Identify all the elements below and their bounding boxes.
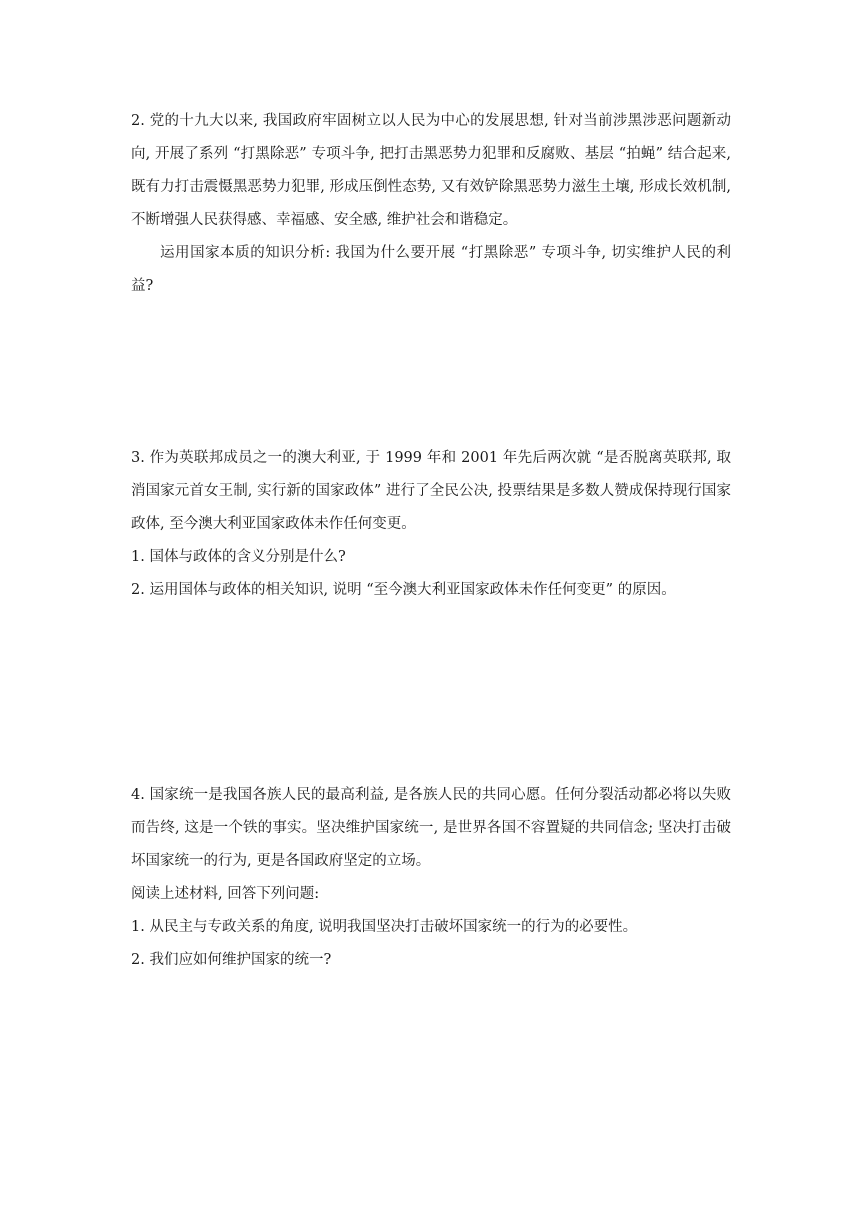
question-4-subquestion-2: 2. 我们应如何维护国家的统一? [131, 952, 332, 968]
question-4 [131, 779, 731, 977]
question-3 [131, 442, 731, 607]
question-2-material: 2. 党的十九大以来, 我国政府牢固树立以人民为中心的发展思想, 针对当前涉黑涉恶问题新动向, 开展了系列 “打黑除恶” 专项斗争, 把打击黑恶势力犯罪和反腐败、基层 “拍蝇” 结合起来, 既有力打击震慑黑恶势力犯罪, 形成压倒性态势, 又有效铲除黑恶势力滋生土壤, 形成长效机制, 不断增强人民获得感、幸福感、安全感, 维护社会和谐稳定。 [131, 113, 731, 228]
question-3-material: 3. 作为英联邦成员之一的澳大利亚, 于 1999 年和 2001 年先后两次就 “是否脱离英联邦, 取消国家元首女王制, 实行新的国家政体” 进行了全民公决, 投票结果是多数人赞成保持现行国家政体, 至今澳大利亚国家政体未作任何变更。 [131, 450, 731, 532]
question-4-subquestion-1: 1. 从民主与专政关系的角度, 说明我国坚决打击破坏国家统一的行为的必要性。 [131, 919, 638, 935]
question-4-instruction: 阅读上述材料, 回答下列问题: [131, 886, 320, 902]
question-4-material: 4. 国家统一是我国各族人民的最高利益, 是各族人民的共同心愿。任何分裂活动都必将以失败而告终, 这是一个铁的事实。坚决维护国家统一, 是世界各国不容置疑的共同信念; 坚决打击破坏国家统一的行为, 更是各国政府坚定的立场。 [131, 787, 731, 869]
question-2-prompt: 运用国家本质的知识分析: 我国为什么要开展 “打黑除恶” 专项斗争, 切实维护人民的利益? [131, 245, 731, 294]
question-3-subquestion-1: 1. 国体与政体的含义分别是什么? [131, 549, 346, 565]
question-3-subquestion-2: 2. 运用国体与政体的相关知识, 说明 “至今澳大利亚国家政体未作任何变更” 的原因。 [131, 582, 676, 598]
question-2 [131, 105, 731, 303]
